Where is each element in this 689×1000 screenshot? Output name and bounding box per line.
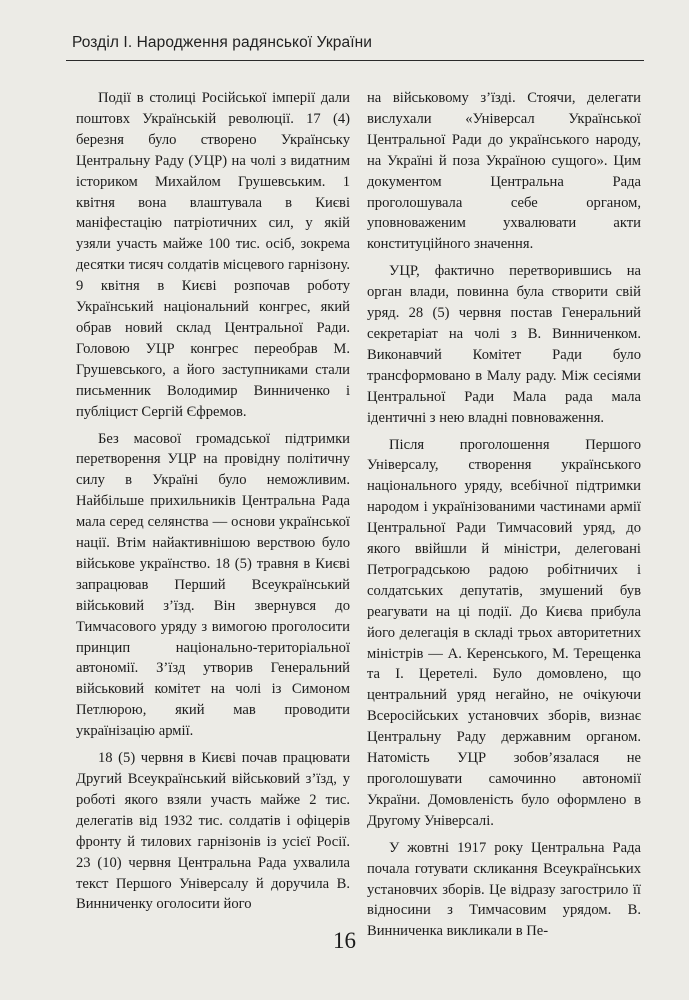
paragraph: Події в столиці Російської імперії дали поштовх Українській революції. 17 (4) березня було створено Українську Центральну Раду (УЦР) на чолі з видатним істориком Михайлом Грушевським. 1 квітня вона влаштувала в Києві маніфестацію патріотичних сил, у якій узяли участь майже 100 тис. осіб, зокрема десятки тисяч солдатів місцевого гарнізону. 9 квітня в Києві розпочав роботу Український національний конгрес, який обрав новий склад Центральної Ради. Головою УЦР конгрес переобрав М. Грушевського, а його заступниками стали письменник Володимир Винниченко і публіцист Сергій Єфремов. bbox=[76, 90, 350, 420]
paragraph: Без масової громадської підтримки перетворення УЦР на провідну політичну силу в Україні було неможливим. Найбільше прихильників Центральна Рада мала серед селянства — основи української нації. Втім найактивнішою верствою було військове українство. 18 (5) травня в Києві запрацював Перший Всеукраїнський військовий з’їзд. Він звернувся до Тимчасового уряду з вимогою проголосити принцип національно-територіальної автономії. З’їзд утворив Генеральний військовий комітет на чолі із Симоном Петлюрою, який мав проводити українізацію армії. bbox=[76, 430, 350, 740]
paragraph: У жовтні 1917 року Центральна Рада почала готувати скликання Всеукраїнських установчих зборів. Це відразу загострило її відносини з Тимчасовим урядом. В. Винниченка викликали в Пе- bbox=[367, 839, 641, 940]
paragraph-continuation: на військовому з’їзді. Стоячи, делегати вислухали «Універсал Української Центральної Ради до українського народу, на Україні й поза Україною сущого». Цим документом Центральна Рада проголошувала себе органом, уповноваженим ухвалювати акти конституційного значення. bbox=[367, 90, 641, 253]
paragraph: Після проголошення Першого Універсалу, створення українського національного уряду, всебічної підтримки народом і українізованими частинами армії Центральної Ради Тимчасовий уряд, до якого ввійшли й міністри, делеговані Петроградською радою робітничих і солдатських депутатів, змушений був реагувати на ці події. До Києва прибула його делегація в складі трьох авторитетних міністрів — А. Керенського, М. Терещенка та І. Церетелі. Було домовлено, що центральний уряд негайно, не очікуючи Всеросійських установчих зборів, визнає Центральну Раду державним органом. Натомість УЦР зобов’язалася не проголошувати самочинно автономії України. Домовленість було оформлено в Другому Універсалі. bbox=[367, 436, 641, 829]
right-column bbox=[367, 88, 641, 942]
left-column bbox=[76, 88, 350, 915]
header-rule bbox=[66, 60, 644, 61]
paragraph: 18 (5) червня в Києві почав працювати Другий Всеукраїнський військовий з’їзд, у роботі якого взяли участь майже 2 тис. делегатів від 1932 тис. солдатів і офіцерів фронту й тилових гарнізонів із усієї Росії. 23 (10) червня Центральна Рада ухвалила текст Першого Універсалу й доручила В. Винниченку оголосити його bbox=[76, 750, 350, 913]
running-header: Розділ І. Народження радянської України bbox=[72, 34, 373, 51]
paragraph: УЦР, фактично перетворившись на орган влади, повинна була створити свій уряд. 28 (5) червня постав Генеральний секретаріат на чолі з В. Винниченком. Виконавчий Комітет Ради було трансформовано в Малу раду. Між сесіями Центральної Ради Мала рада мала ідентичні з нею владні повноваження. bbox=[367, 263, 641, 426]
page-number: 16 bbox=[333, 928, 356, 953]
